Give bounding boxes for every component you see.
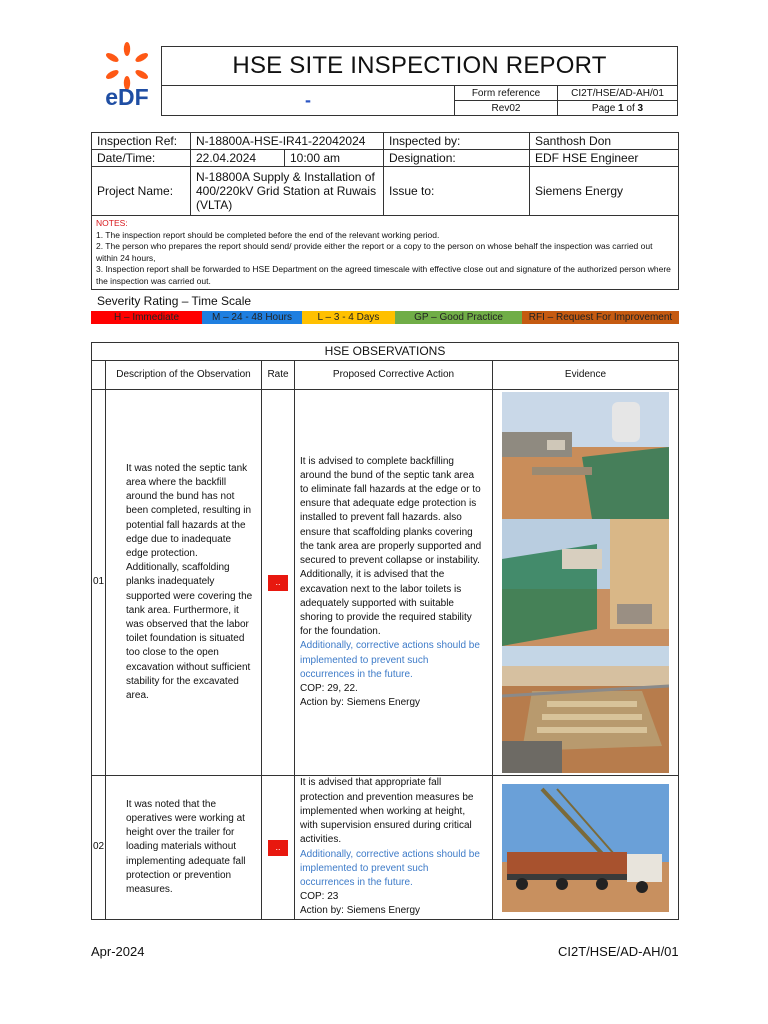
severity-scale bbox=[91, 311, 679, 324]
evidence-photo bbox=[502, 646, 669, 773]
col-evidence: Evidence bbox=[493, 361, 679, 390]
action-note: Additionally, corrective actions should be implemented to prevent such occurrences in the future. bbox=[300, 640, 480, 680]
inspection-info-table bbox=[91, 132, 679, 290]
severity-high: H – Immediate bbox=[91, 311, 202, 324]
inspected-by-value: Santhosh Don bbox=[530, 133, 679, 150]
observation-rate bbox=[262, 776, 295, 920]
notes-heading: NOTES: bbox=[96, 218, 128, 228]
severity-medium: M – 24 - 48 Hours bbox=[202, 311, 302, 324]
project-value: N-18800A Supply & Installation of 400/220kV Grid Station at Ruwais (VLTA) bbox=[191, 167, 384, 216]
action-text: It is advised that appropriate fall protection and prevention measures be implemented when working at height, with supervision ensured during critical activities. bbox=[300, 777, 474, 846]
evidence-photo bbox=[502, 784, 669, 912]
col-action: Proposed Corrective Action bbox=[295, 361, 493, 390]
action-by: Action by: Siemens Energy bbox=[300, 697, 421, 709]
observation-rate bbox=[262, 390, 295, 776]
evidence-photo bbox=[502, 392, 669, 519]
footer-code: CI2T/HSE/AD-AH/01 bbox=[558, 944, 679, 959]
issue-to-value: Siemens Energy bbox=[530, 167, 679, 216]
note-item: 3. Inspection report shall be forwarded to HSE Department on the agreed timescale with effective close out and signature of the authorized person where the inspection was carried out. bbox=[96, 264, 671, 286]
severity-label: Severity Rating – Time Scale bbox=[97, 294, 252, 308]
col-description: Description of the Observation bbox=[106, 361, 262, 390]
evidence-cell bbox=[493, 776, 679, 920]
page-title: HSE SITE INSPECTION REPORT bbox=[162, 47, 678, 86]
designation-value: EDF HSE Engineer bbox=[530, 150, 679, 167]
severity-rfi: RFI – Request For Improvement bbox=[522, 311, 679, 324]
time-value: 10:00 am bbox=[285, 150, 384, 167]
corrective-action bbox=[295, 776, 493, 920]
observations-table bbox=[91, 342, 679, 920]
revision: Rev02 bbox=[455, 101, 558, 116]
svg-text:eDF: eDF bbox=[105, 84, 149, 110]
rate-high-badge: .. bbox=[268, 840, 288, 856]
observation-number: 02 bbox=[92, 776, 106, 920]
inspection-ref-label: Inspection Ref: bbox=[92, 133, 191, 150]
page-number: Page 1 of 3 bbox=[558, 101, 678, 116]
action-by: Action by: Siemens Energy bbox=[300, 905, 421, 917]
severity-good-practice: GP – Good Practice bbox=[395, 311, 522, 324]
edf-logo bbox=[96, 42, 158, 110]
action-text: It is advised to complete backfilling around the bund of the septic tank area to eliminate fall hazards at the edge or to ensure that adequate edge protection is installed to prevent fall hazards. also ensure that scaffolding planks covering the tank area are properly supported and secured to prevent collapse or instability. Additionally, it is advised that the excavation next to the labor toilets is adequately supported with suitable shoring to provide the required stability for the foundation. bbox=[300, 455, 482, 638]
header-subtitle: - bbox=[162, 86, 455, 116]
note-item: 1. The inspection report should be completed before the end of the relevant working period. bbox=[96, 229, 440, 240]
col-rate: Rate bbox=[262, 361, 295, 390]
designation-label: Designation: bbox=[384, 150, 530, 167]
inspection-ref-value: N-18800A-HSE-IR41-22042024 bbox=[191, 133, 384, 150]
action-cop: COP: 29, 22. bbox=[300, 682, 358, 694]
datetime-label: Date/Time: bbox=[92, 150, 191, 167]
footer-date: Apr-2024 bbox=[91, 944, 145, 959]
form-reference-value: CI2T/HSE/AD-AH/01 bbox=[558, 86, 678, 101]
evidence-photo bbox=[502, 519, 669, 646]
evidence-cell bbox=[493, 390, 679, 776]
note-item: 2. The person who prepares the report should send/ provide either the report or a copy to the person on whose behalf the inspection was carried out within 24 hours, bbox=[96, 241, 653, 263]
rate-high-badge: .. bbox=[268, 575, 288, 591]
inspected-by-label: Inspected by: bbox=[384, 133, 530, 150]
notes bbox=[92, 216, 679, 290]
corrective-action bbox=[295, 390, 493, 776]
observation-description: It was noted the septic tank area where the backfill around the bund has not been completed, resulting in potential fall hazards at the edge due to inadequate edge protection. Additionally, scaffolding planks inadequately supported were covering the tank area. Furthermore, it was observed that the labor toilet foundation is situated too close to the open excavation without sufficient stability for the excavated area. bbox=[106, 390, 262, 776]
severity-low: L – 3 - 4 Days bbox=[302, 311, 395, 324]
project-label: Project Name: bbox=[92, 167, 191, 216]
observation-description: It was noted that the operatives were working at height over the trailer for loading materials without implementing adequate fall protection or prevention measures. bbox=[106, 776, 262, 920]
observations-title: HSE OBSERVATIONS bbox=[92, 343, 679, 361]
observation-row bbox=[92, 776, 679, 920]
action-note: Additionally, corrective actions should be implemented to prevent such occurrences in the future. bbox=[300, 848, 480, 888]
header-table bbox=[161, 46, 678, 116]
observation-number: 01 bbox=[92, 390, 106, 776]
issue-to-label: Issue to: bbox=[384, 167, 530, 216]
observation-row bbox=[92, 390, 679, 776]
date-value: 22.04.2024 bbox=[191, 150, 285, 167]
action-cop: COP: 23 bbox=[300, 891, 339, 903]
form-reference-label: Form reference bbox=[455, 86, 558, 101]
